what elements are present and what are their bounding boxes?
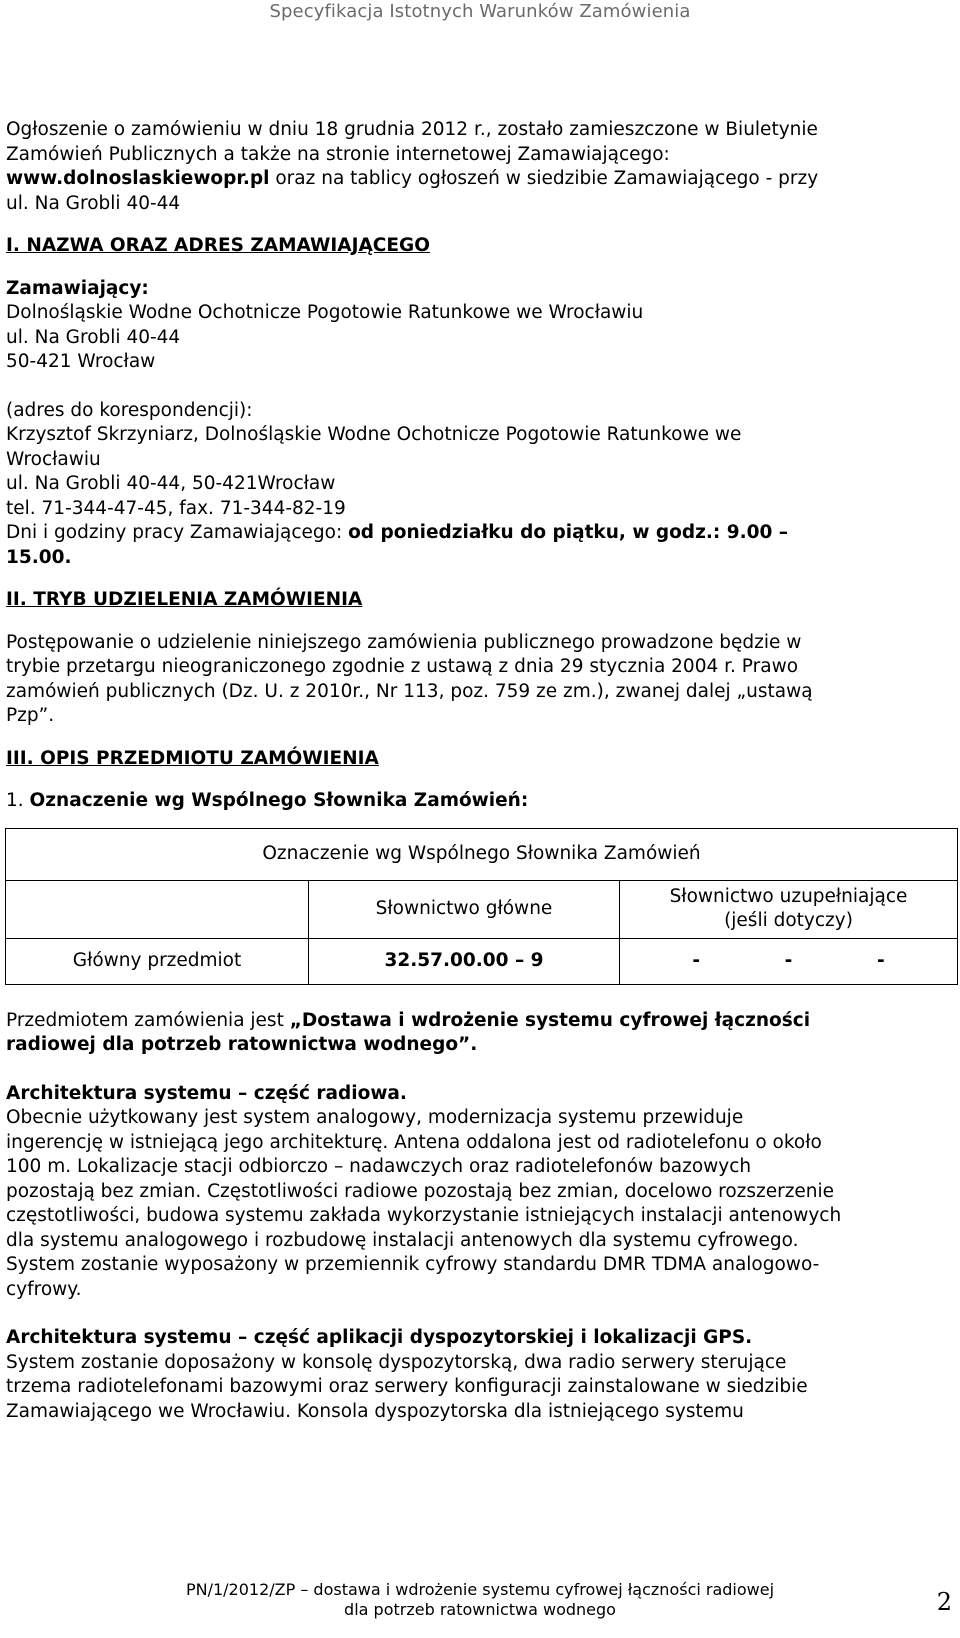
procedure-line-2: trybie przetargu nieograniczonego zgodnie z ustawą z dnia 29 stycznia 2004 r. Prawo [6, 656, 799, 677]
phone-fax: tel. 71-344-47-45, fax. 71-344-82-19 [6, 497, 346, 519]
footer-line-1: PN/1/2012/ZP – dostawa i wdrożenie systemu cyfrowej łączności radiowej [185, 1580, 775, 1599]
cpv-extra-dash: - [692, 949, 700, 971]
procedure-line-4: Pzp”. [6, 705, 55, 726]
cpv-extra-codes [620, 938, 958, 984]
document-body [6, 118, 956, 1424]
arch-dispatch-line: trzema radiotelefonami bazowymi oraz serwery konfiguracji zainstalowane w siedzibie [6, 1376, 808, 1397]
cpv-col-extra-line-1: Słownictwo uzupełniające [669, 885, 908, 907]
subject-line-1 [6, 1009, 956, 1034]
arch-radio-line: ingerencję w istniejącą jego architekturę. Antena oddalona jest od radiotelefonu o około [6, 1131, 822, 1153]
intro-line-1: Ogłoszenie o zamówieniu w dniu 18 grudnia 2012 r., zostało zamieszczone w Biuletynie [6, 119, 818, 140]
section-3-heading: III. OPIS PRZEDMIOTU ZAMÓWIENIA [6, 747, 379, 769]
working-hours-label: Dni i godziny pracy Zamawiającego: [6, 522, 349, 543]
section-2-heading: II. TRYB UDZIELENIA ZAMÓWIENIA [6, 589, 363, 610]
procedure-line-3: zamówień publicznych (Dz. U. z 2010r., Nr 113, poz. 759 ze zm.), zwanej dalej „ustawą [6, 680, 813, 702]
arch-radio-line: częstotliwości, budowa systemu zakłada wykorzystanie istniejących instalacji antenowych [6, 1205, 842, 1226]
subject-intro: Przedmiotem zamówienia jest [6, 1009, 290, 1031]
footer-line-2: dla potrzeb ratownictwa wodnego [344, 1600, 616, 1619]
arch-dispatch-heading: Architektura systemu – część aplikacji dyspozytorskiej i lokalizacji GPS. [6, 1327, 753, 1348]
subject-title: „Dostawa i wdrożenie systemu cyfrowej łączności [289, 1009, 811, 1031]
arch-radio-line: cyfrowy. [6, 1278, 82, 1300]
cpv-row-label: Główny przedmiot [6, 938, 309, 984]
cpv-item-number: 1. [6, 790, 30, 811]
cpv-item-label: Oznaczenie wg Wspólnego Słownika Zamówień: [29, 790, 529, 811]
cpv-main-code: 32.57.00.00 – 9 [309, 938, 620, 984]
intro-line-4: ul. Na Grobli 40-44 [6, 192, 181, 214]
cpv-table [5, 828, 958, 985]
arch-radio-line: pozostają bez zmian. Częstotliwości radiowe pozostają bez zmian, docelowo rozszerzenie [6, 1180, 835, 1202]
working-hours [6, 521, 956, 546]
authority-city: 50-421 Wrocław [6, 351, 156, 372]
authority-street: ul. Na Grobli 40-44 [6, 326, 181, 348]
section-1-heading: I. NAZWA ORAZ ADRES ZAMAWIAJĄCEGO [6, 235, 430, 256]
arch-dispatch-line: Zamawiającego we Wrocławiu. Konsola dyspozytorska dla istniejącego systemu [6, 1400, 744, 1422]
cpv-col-extra [620, 880, 958, 938]
intro-line-2: Zamówień Publicznych a także na stronie internetowej Zamawiającego: [6, 143, 670, 165]
arch-radio-line: System zostanie wyposażony w przemiennik cyfrowy standardu DMR TDMA analogowo- [6, 1254, 820, 1275]
intro-line-3-rest: oraz na tablicy ogłoszeń w siedzibie Zamawiającego - przy [269, 168, 819, 189]
authority-name: Dolnośląskie Wodne Ochotnicze Pogotowie Ratunkowe we Wrocławiu [6, 302, 644, 323]
page-number: 2 [936, 1588, 952, 1616]
intro-line-3 [6, 167, 956, 192]
cpv-col-extra-line-2: (jeśli dotyczy) [724, 910, 853, 931]
working-hours-end: 15.00. [6, 546, 72, 568]
correspondence-line-1: Krzysztof Skrzyniarz, Dolnośląskie Wodne Ochotnicze Pogotowie Ratunkowe we [6, 424, 742, 445]
subject-line-2: radiowej dla potrzeb ratownictwa wodnego”. [6, 1034, 478, 1055]
correspondence-label: (adres do korespondencji): [6, 399, 253, 421]
cpv-item-title [6, 789, 956, 814]
arch-radio-heading: Architektura systemu – część radiowa. [6, 1082, 407, 1104]
working-hours-value: od poniedziałku do piątku, w godz.: 9.00 – [348, 522, 789, 543]
arch-radio-line: dla systemu analogowego i rozbudowę instalacji antenowych dla systemu cyfrowego. [6, 1229, 799, 1251]
arch-radio-line: 100 m. Lokalizacje stacji odbiorczo – nadawczych oraz radiotelefonów bazowych [6, 1156, 752, 1177]
page-footer [0, 1580, 960, 1620]
contracting-authority-label: Zamawiający: [6, 277, 149, 299]
arch-dispatch-line: System zostanie doposażony w konsolę dyspozytorską, dwa radio serwery sterujące [6, 1351, 787, 1373]
cpv-table-title: Oznaczenie wg Wspólnego Słownika Zamówień [6, 828, 958, 880]
page-header: Specyfikacja Istotnych Warunków Zamówienia [269, 1, 691, 22]
cpv-extra-dash: - [784, 949, 793, 971]
procedure-line-1: Postępowanie o udzielenie niniejszego zamówienia publicznego prowadzone będzie w [6, 631, 802, 653]
cpv-col-main: Słownictwo główne [309, 880, 620, 938]
cpv-empty-cell [6, 880, 309, 938]
cpv-extra-dash: - [876, 949, 885, 971]
correspondence-line-2: Wrocławiu [6, 448, 101, 470]
website-link[interactable]: www.dolnoslaskiewopr.pl [6, 168, 270, 189]
arch-radio-line: Obecnie użytkowany jest system analogowy, modernizacja systemu przewiduje [6, 1107, 744, 1128]
correspondence-address: ul. Na Grobli 40-44, 50-421Wrocław [6, 473, 336, 494]
